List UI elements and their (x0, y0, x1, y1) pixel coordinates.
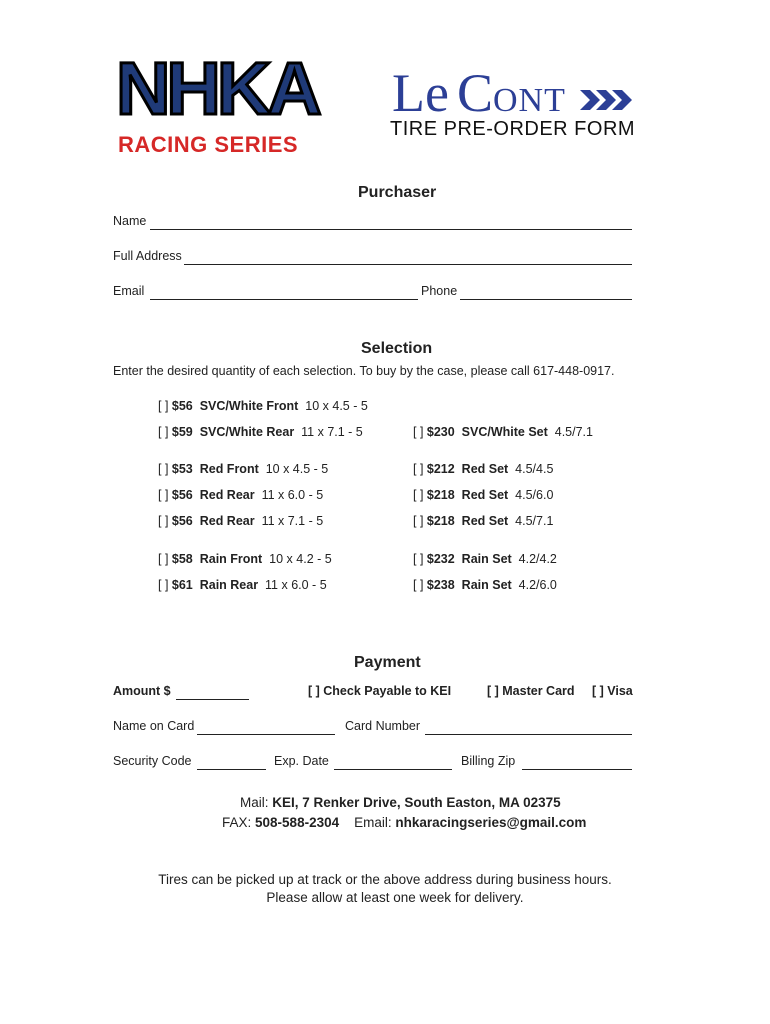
tire-option[interactable]: [ ] $58 Rain Front 10 x 4.2 - 5 (158, 552, 332, 566)
tire-option[interactable]: [ ] $56 Red Rear 11 x 6.0 - 5 (158, 488, 324, 502)
tire-option[interactable]: [ ] $230 SVC/White Set 4.5/7.1 (413, 425, 593, 439)
mail-line (240, 795, 561, 810)
quantity-checkbox[interactable]: [ ] (413, 488, 424, 502)
fax-number: 508-588-2304 (255, 815, 340, 830)
quantity-checkbox[interactable]: [ ] (158, 488, 169, 502)
name-on-card-field[interactable] (197, 734, 335, 735)
purchaser-heading: Purchaser (358, 184, 437, 201)
email-contact-label: Email: (354, 815, 392, 830)
tire-option[interactable]: [ ] $59 SVC/White Rear 11 x 7.1 - 5 (158, 425, 363, 439)
pickup-note: Tires can be picked up at track or the above address during business hours. (158, 872, 612, 887)
visa-option[interactable]: [ ] Visa (592, 684, 633, 698)
lecont-ont: ONT (492, 82, 566, 119)
form-title: TIRE PRE-ORDER FORM (390, 118, 636, 140)
tire-option[interactable]: [ ] $56 SVC/White Front 10 x 4.5 - 5 (158, 399, 368, 413)
quantity-checkbox[interactable]: [ ] (158, 578, 169, 592)
name-label: Name (113, 214, 147, 228)
name-on-card-label: Name on Card (113, 719, 195, 733)
delivery-note: Please allow at least one week for delivery. (266, 890, 524, 905)
phone-label: Phone (421, 284, 458, 298)
quantity-checkbox[interactable]: [ ] (413, 552, 424, 566)
exp-date-label: Exp. Date (274, 754, 329, 768)
card-number-field[interactable] (425, 734, 632, 735)
quantity-checkbox[interactable]: [ ] (158, 552, 169, 566)
quantity-checkbox[interactable]: [ ] (413, 425, 424, 439)
tire-option[interactable]: [ ] $218 Red Set 4.5/6.0 (413, 488, 554, 502)
tire-option[interactable]: [ ] $53 Red Front 10 x 4.5 - 5 (158, 462, 329, 476)
email-label: Email (113, 284, 145, 298)
selection-heading: Selection (361, 340, 433, 357)
nhka-logo-text: NHKA (116, 47, 318, 130)
name-field[interactable] (150, 229, 632, 230)
tire-option[interactable]: [ ] $232 Rain Set 4.2/4.2 (413, 552, 557, 566)
email-address-link[interactable]: nhkaracingseries@gmail.com (395, 815, 587, 830)
payment-heading: Payment (354, 654, 421, 671)
quantity-checkbox[interactable]: [ ] (158, 462, 169, 476)
tire-option[interactable]: [ ] $212 Red Set 4.5/4.5 (413, 462, 554, 476)
master-card-option[interactable]: [ ] Master Card (487, 684, 575, 698)
security-code-label: Security Code (113, 754, 192, 768)
check-payable-option[interactable]: [ ] Check Payable to KEI (308, 684, 452, 698)
quantity-checkbox[interactable]: [ ] (413, 514, 424, 528)
quantity-checkbox[interactable]: [ ] (413, 462, 424, 476)
amount-field[interactable] (176, 699, 249, 700)
racing-series-text: RACING SERIES (118, 132, 299, 157)
address-label: Full Address (113, 249, 182, 263)
tire-option[interactable]: [ ] $61 Rain Rear 11 x 6.0 - 5 (158, 578, 327, 592)
phone-field[interactable] (460, 299, 632, 300)
email-field[interactable] (150, 299, 418, 300)
mail-address: KEI, 7 Renker Drive, South Easton, MA 02375 (272, 795, 561, 810)
amount-label: Amount $ (113, 684, 171, 698)
exp-date-field[interactable] (334, 769, 452, 770)
lecont-c: C (456, 63, 493, 123)
card-number-label: Card Number (345, 719, 421, 733)
billing-zip-label: Billing Zip (461, 754, 516, 768)
security-code-field[interactable] (197, 769, 266, 770)
quantity-checkbox[interactable]: [ ] (158, 425, 169, 439)
chevron-arrows-icon (580, 88, 634, 117)
quantity-checkbox[interactable]: [ ] (158, 514, 169, 528)
selection-instructions: Enter the desired quantity of each selection. To buy by the case, please call 617-448-0917. (113, 364, 615, 378)
fax-label: FAX: (222, 815, 252, 830)
tire-option[interactable]: [ ] $238 Rain Set 4.2/6.0 (413, 578, 557, 592)
tire-option[interactable]: [ ] $218 Red Set 4.5/7.1 (413, 514, 554, 528)
address-field[interactable] (184, 264, 632, 265)
tire-option[interactable]: [ ] $56 Red Rear 11 x 7.1 - 5 (158, 514, 324, 528)
fax-email-line (222, 815, 586, 830)
mail-label: Mail: (240, 795, 269, 810)
nhka-logo (116, 47, 326, 160)
quantity-checkbox[interactable]: [ ] (158, 399, 169, 413)
lecont-logo (392, 63, 566, 123)
quantity-checkbox[interactable]: [ ] (413, 578, 424, 592)
lecont-le: Le (392, 63, 449, 123)
billing-zip-field[interactable] (522, 769, 632, 770)
